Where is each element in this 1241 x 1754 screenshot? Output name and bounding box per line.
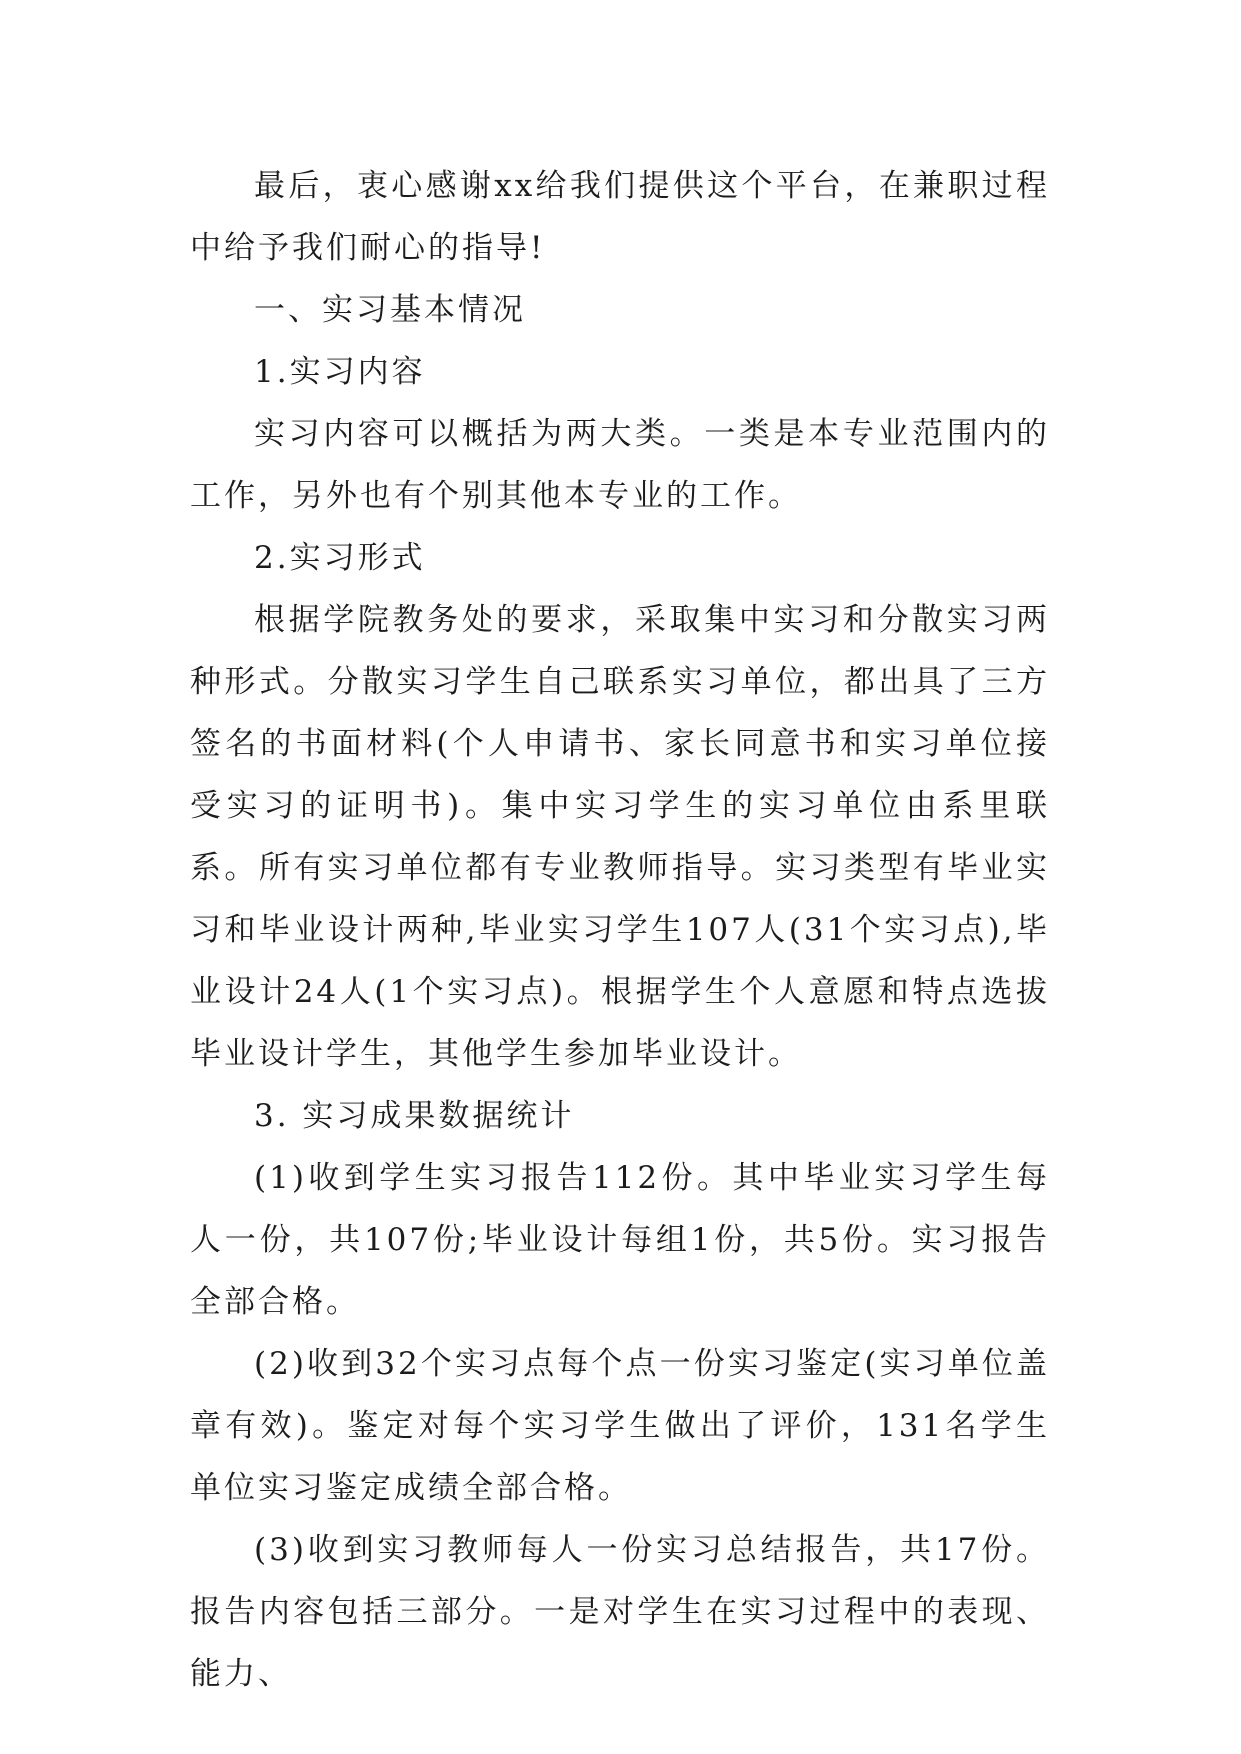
paragraph-thanks: 最后，衷心感谢xx给我们提供这个平台，在兼职过程中给予我们耐心的指导! (190, 168, 1050, 266)
document-body (190, 155, 1050, 1705)
paragraph-result-3: (3)收到实习教师每人一份实习总结报告，共17份。报告内容包括三部分。一是对学生在实习过程中的表现、能力、 (190, 1532, 1050, 1692)
paragraph-internship-content: 实习内容可以概括为两大类。一类是本专业范围内的工作，另外也有个别其他本专业的工作。 (190, 416, 1050, 514)
paragraph-result-1: (1)收到学生实习报告112份。其中毕业实习学生每人一份，共107份;毕业设计每组1份，共5份。实习报告全部合格。 (190, 1160, 1050, 1320)
heading-results-statistics: 3. 实习成果数据统计 (254, 1098, 575, 1134)
paragraph-result-2: (2)收到32个实习点每个点一份实习鉴定(实习单位盖章有效)。鉴定对每个实习学生做出了评价，131名学生单位实习鉴定成绩全部合格。 (190, 1346, 1050, 1506)
heading-internship-form: 2.实习形式 (254, 540, 426, 576)
paragraph-internship-form: 根据学院教务处的要求，采取集中实习和分散实习两种形式。分散实习学生自己联系实习单位，都出具了三方签名的书面材料(个人申请书、家长同意书和实习单位接受实习的证明书)。集中实习学生的实习单位由系里联系。所有实习单位都有专业教师指导。实习类型有毕业实习和毕业设计两种,毕业实习学生107人(31个实习点),毕业设计24人(1个实习点)。根据学生个人意愿和特点选拔毕业设计学生，其他学生参加毕业设计。 (190, 602, 1050, 1072)
heading-internship-content: 1.实习内容 (254, 354, 426, 390)
heading-internship-overview: 一、实习基本情况 (254, 292, 526, 328)
